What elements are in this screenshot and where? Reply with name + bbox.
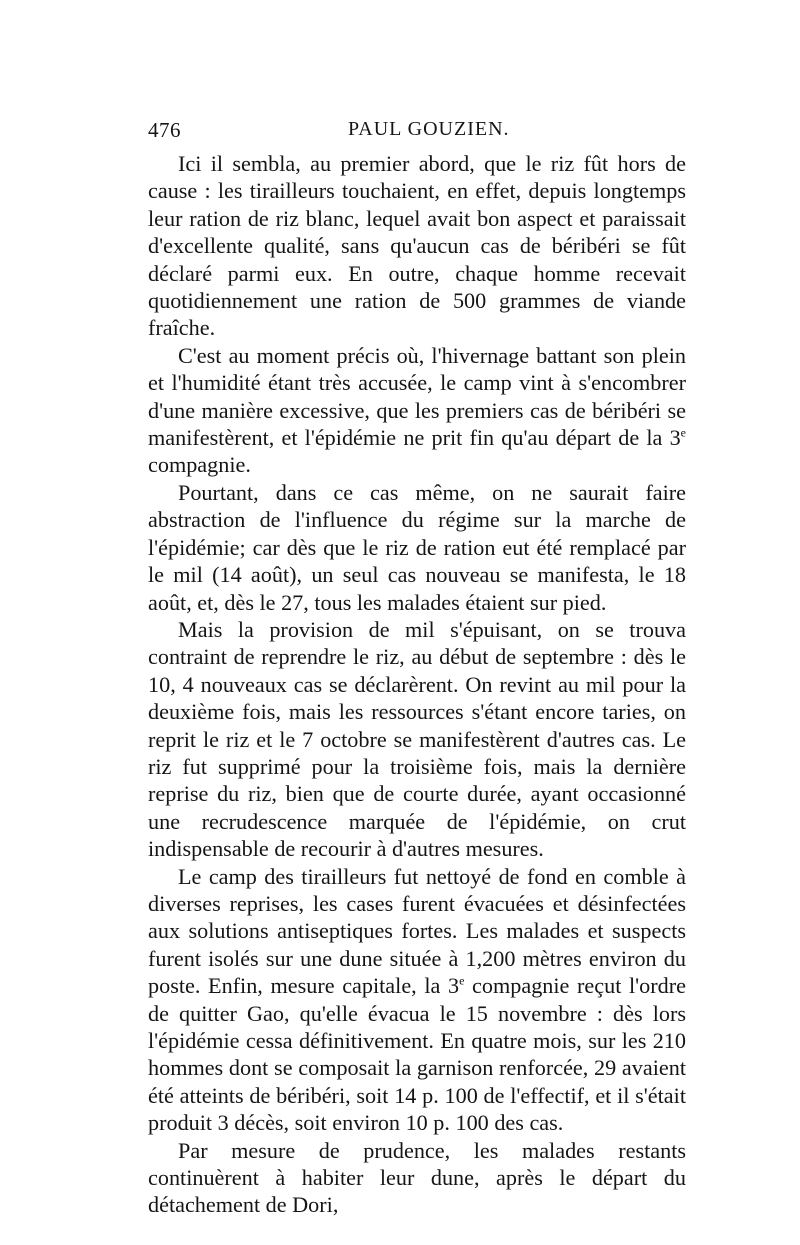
ordinal-superscript: e xyxy=(459,973,465,988)
paragraph-2-part-1: C'est au moment précis où, l'hivernage battant son plein et l'humidité étant très accusée, le camp vint à s'encombrer d'une manière excessive, que les premiers cas de béribéri se manifestèrent, et l'épidémie ne prit fin qu'au départ de la 3 xyxy=(148,342,686,451)
paragraph-3: Pourtant, dans ce cas même, on ne saurait faire abstraction de l'influence du régime sur la marche de l'épidémie; car dès que le riz de ration eut été remplacé par le mil (14 août), un seul cas nouveau se manifesta, le 18 août, et, dès le 27, tous les malades étaient sur pied. xyxy=(148,479,686,615)
ordinal-superscript: e xyxy=(680,425,686,440)
page-header xyxy=(148,118,688,148)
paragraph-5-part-1: Le camp des tirailleurs fut nettoyé de fond en comble à diverses reprises, les cases furent évacuées et désinfectées aux solutions antiseptiques fortes. Les malades et suspects furent isolés sur une dune située à 1,200 mètres environ du poste. Enfin, mesure capitale, la 3 xyxy=(148,863,686,999)
paragraph-2-part-2: compagnie. xyxy=(148,452,251,478)
paragraph-2 xyxy=(148,342,686,479)
paragraph-5-part-2: compagnie reçut l'ordre de quitter Gao, qu'elle évacua le 15 novembre : dès lors l'épidémie cessa définitivement. En quatre mois, sur les 210 hommes dont se composait la garnison renforcée, 29 avaient été atteints de béribéri, soit 14 p. 100 de l'effectif, et il s'était produit 3 décès, soit environ 10 p. 100 des cas. xyxy=(148,973,686,1136)
page-number: 476 xyxy=(148,118,181,142)
paragraph-6: Par mesure de prudence, les malades restants continuèrent à habiter leur dune, après le départ du détachement de Dori, xyxy=(148,1137,686,1218)
paragraph-1: Ici il sembla, au premier abord, que le riz fût hors de cause : les tirailleurs touchaient, en effet, depuis longtemps leur ration de riz blanc, lequel avait bon aspect et paraissait d'excellente qualité, sans qu'aucun cas de béribéri se fût déclaré parmi eux. En outre, chaque homme recevait quotidiennement une ration de 500 grammes de viande fraîche. xyxy=(148,151,686,341)
body-text xyxy=(148,150,686,1219)
paragraph-5 xyxy=(148,863,686,1137)
running-head: PAUL GOUZIEN. xyxy=(348,118,510,140)
paragraph-4: Mais la provision de mil s'épuisant, on se trouva contraint de reprendre le riz, au début de septembre : dès le 10, 4 nouveaux cas se déclarèrent. On revint au mil pour la deuxième fois, mais les ressources s'étant encore taries, on reprit le riz et le 7 octobre se manifestèrent d'autres cas. Le riz fut supprimé pour la troisième fois, mais la dernière reprise du riz, bien que de courte durée, ayant occasionné une recrudescence marquée de l'épidémie, on crut indispensable de recourir à d'autres mesures. xyxy=(148,616,686,862)
